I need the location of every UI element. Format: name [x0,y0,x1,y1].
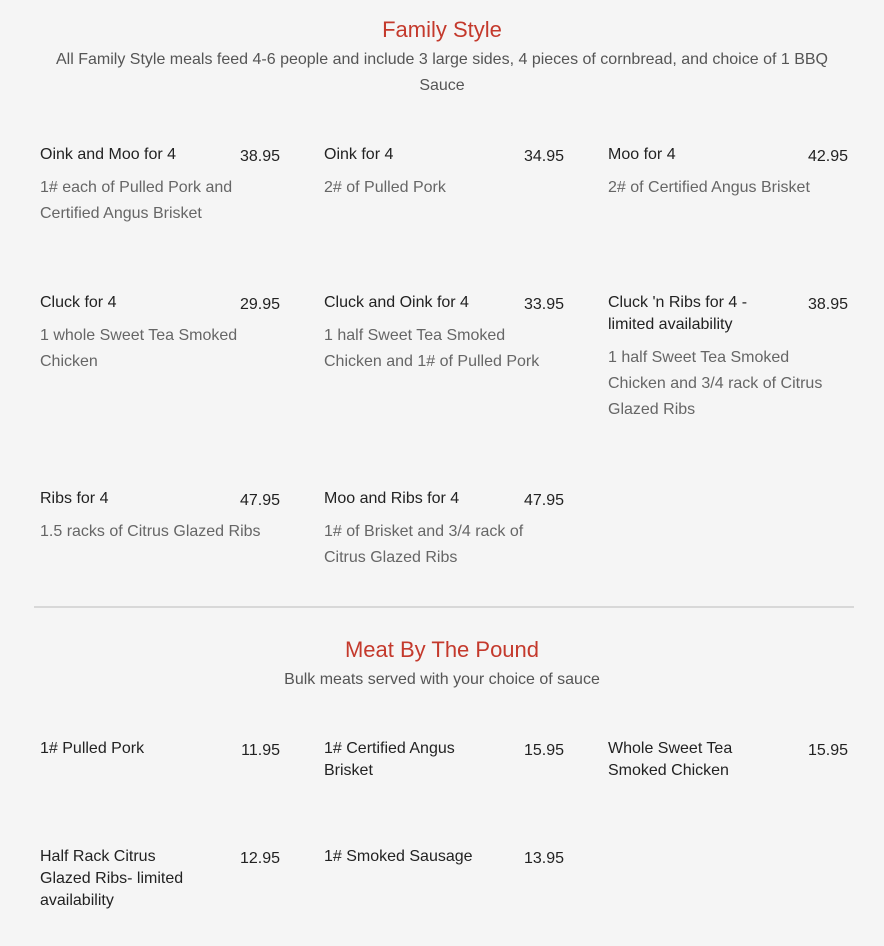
menu-item-price: 42.95 [807,148,848,165]
menu-item-description: 1 half Sweet Tea Smoked Chicken and 1# of Pulled Pork [324,327,540,370]
menu-item-name: Whole Sweet Tea Smoked Chicken [608,740,733,779]
menu-item-description: 2# of Pulled Pork [324,179,446,196]
meat-by-pound-description: Bulk meats served with your choice of sauce [284,671,600,688]
menu-item-description: 2# of Certified Angus Brisket [608,179,810,196]
menu-item-price: 13.95 [523,850,564,867]
menu-item-price: 15.95 [807,742,848,759]
menu-item-price: 38.95 [239,148,280,165]
meat-by-pound-title: Meat By The Pound [344,637,540,662]
menu-item-name: Cluck for 4 [40,294,117,311]
menu-item-description: 1# each of Pulled Pork and Certified Angus Brisket [40,179,233,222]
menu-item-price: 15.95 [523,742,564,759]
menu-item-description: 1 whole Sweet Tea Smoked Chicken [40,327,238,370]
menu-item-name: 1# Pulled Pork [40,740,145,757]
menu-item-name: Oink for 4 [324,146,394,163]
menu-item-price: 38.95 [807,296,848,313]
menu-item-price: 47.95 [523,492,564,509]
menu-item-name: Half Rack Citrus Glazed Ribs- limited availability [40,848,184,909]
menu-item-name: 1# Certified Angus Brisket [324,740,455,779]
menu-item-price: 29.95 [239,296,280,313]
section-divider [34,606,854,608]
family-style-title: Family Style [382,17,502,42]
menu-item-price: 47.95 [239,492,280,509]
menu-item-name: Moo for 4 [608,146,676,163]
menu-item-price: 34.95 [523,148,564,165]
family-style-description: All Family Style meals feed 4-6 people and include 3 large sides, 4 pieces of cornbread, and choice of 1 BBQ Sauce [56,51,828,94]
menu-item-name: 1# Smoked Sausage [324,848,473,865]
menu-item-description: 1.5 racks of Citrus Glazed Ribs [40,523,261,540]
menu-item-name: Moo and Ribs for 4 [324,490,460,507]
menu-item-description: 1 half Sweet Tea Smoked Chicken and 3/4 rack of Citrus Glazed Ribs [608,349,823,418]
menu-item-name: Ribs for 4 [40,490,109,507]
menu-item-name: Cluck 'n Ribs for 4 - limited availability [608,294,748,333]
menu-item-name: Oink and Moo for 4 [40,146,177,163]
menu-item-price: 33.95 [523,296,564,313]
menu-item-description: 1# of Brisket and 3/4 rack of Citrus Glazed Ribs [324,523,524,566]
menu-item-name: Cluck and Oink for 4 [324,294,469,311]
menu-item-price: 11.95 [241,742,280,759]
menu-item-price: 12.95 [239,850,280,867]
